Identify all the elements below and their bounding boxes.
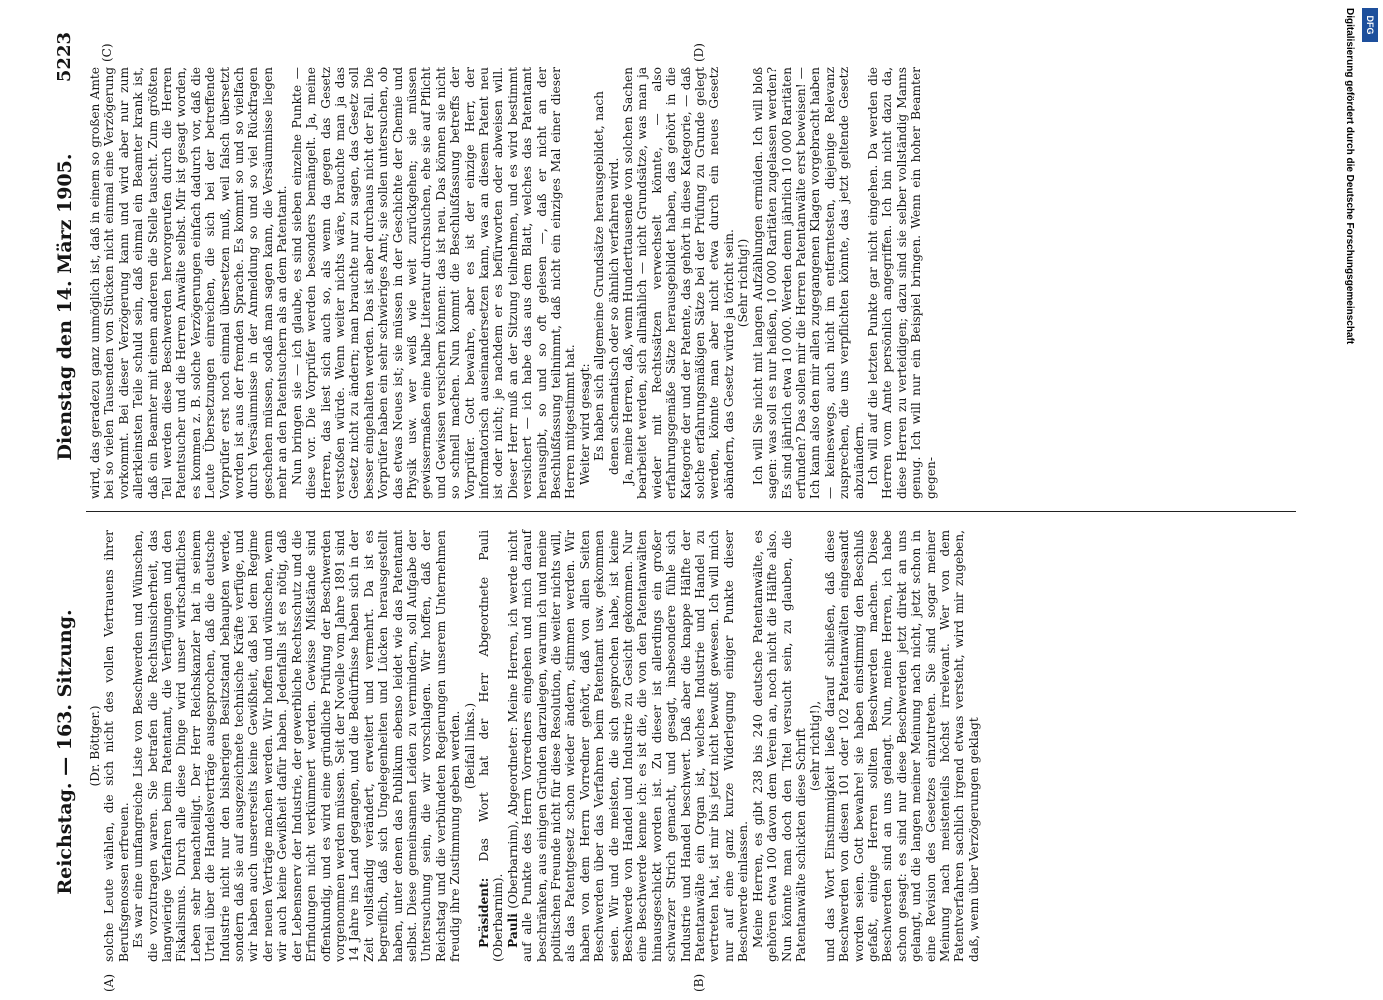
margin-marker-d: (D) [692,43,706,62]
paragraph: Nun bringen sie — ich glaube, es sind sieben einzelne Punkte — diese vor. Die Vorprüfer werden besonders bemängelt. Ja, meine Herren, das liest sich auch so, als wenn da gegen das Gesetz verstoßen würde. Wenn weiter nichts wäre, brauchte man ja das Gesetz nicht zu ändern; man brauchte nur zu sagen, das Gesetz soll besser eingehalten werden. Das ist aber durchaus nicht der Fall. Die Vorprüfer haben ein sehr schwieriges Amt; sie sollen untersuchen, ob das etwas Neues ist; sie müssen in der Geschichte der Chemie und Physik usw. wer weiß wie weit zurückgehen; sie müssen gewissermaßen eine halbe Literatur durchsuchen, ehe sie auf Pflicht und Gewissen versichern können: das ist neu. Das können sie nicht so schnell machen. Nun kommt die Beschlußfassung betreffs der Vorprüfer. Gott bewahre, aber es ist der einzige Herr, der informatorisch auseinandersetzen kann, was an diesem Patent neu ist oder nicht; je nachdem er es befürworten oder abweisen will. Dieser Herr muß an der Sitzung teilnehmen, und es wird bestimmt versichert — ich habe das aus dem Blatt, welches das Patentamt herausgibt, so und so oft gelesen —, daß er nicht an der Beschlußfassung teilnimmt, daß nicht ein einziges Mal einer dieser Herren mitgestimmt hat. [289,67,578,499]
margin-marker-b: (B) [692,973,706,992]
speaker-text: (Oberbarnim), Abgeordneter: Meine Herren, ich werde nicht auf alle Punkte des Herrn Vorredners eingehen und mich darauf beschränken, aus einigen Gründen darzulegen, warum ich und meine politischen Freunde nicht für diese Resolution, die weiter nichts will, als das Patentgesetz schon wieder ändern, stimmen werden. Wir haben von dem Herrn Vorredner gehört, daß von allen Seiten Beschwerden über das Verfahren beim Patentamt usw. gekommen seien. Wir und die meisten, die sich gesprochen habe, ist keine Beschwerde von Handel und Industrie zu Gesicht gekommen. Nur eine Beschwerde kenne ich: es ist die, die von den Patentanwälten hinausgeschickt worden ist. Zu dieser ist allerdings ein großer schwarzer Strich gemacht, und gesagt, insbesondere fühle sich Industrie und Handel beschwert. Daß aber die knappe Hälfte der Patentanwälte ein Organ ist, welches Industrie und Handel zu vertreten hat, ist mir bis jetzt nicht bewußt gewesen. Ich will mich nur auf eine ganz kurze Widerlegung einiger Punkte dieser Beschwerde einlassen. [505,530,751,962]
paragraph: Ich will auf die letzten Punkte gar nicht eingehen. Da werden die Herren vom Amte persönlich angegriffen. Ich bin nicht dazu da, diese Herren zu verteidigen; dazu sind sie selber vollständig Manns genug. Ich will nur ein Beispiel bringen. Wenn ein hoher Beamter gegen- [865,67,938,499]
column-divider [86,511,1296,512]
paragraph: Ich will Sie nicht mit langen Aufzählungen ermüden. Ich will bloß sagen: was soll es nur heißen, 10 000 Raritäten zugelassen werden? Es sind jährlich etwa 10 000. Werden denn jährlich 10 000 Raritäten erfunden? Das sollen mir die Herren Patentanwälte erst beweisen! — Ich kann also den mir allen zugegangenen Klagen vorgebracht haben — keineswegs, auch nicht im entferntesten, diejenige Relevanz zusprechen, die uns verpflichten könnte, das jetzt geltende Gesetz abzuändern. [750,67,866,499]
dfg-logo-text: DFG [1365,15,1375,35]
speaker-text: Das Wort hat der Herr Abgeordnete Pauli (Oberbarnim). [476,530,506,962]
paragraph: wird, das geradezu ganz unmöglich ist, daß in einem so großen Amte bei so vielen Tausenden von Stücken nicht einmal eine Verzögerung vorkommt. Bei dieser Verzögerung kann und wird aber nur zum allerkleinsten Teile schuld sein, daß einmal ein Beamter krank ist, daß ein Beamter mit einem anderen die Stelle tauscht. Zum größten Teil werden diese Beschwerden hervorgerufen durch die Herren Patentsucher und die Herren Anwälte selbst. Mir ist gesagt worden, es kommen z. B. solche Verzögerungen einfach dadurch vor, daß die Leute Übersetzungen einreichen, die sich bei der betreffende Vorprüfer erst noch einmal übersetzen muß, weil falsch übersetzt worden ist aus der fremden Sprache. Es kommt so und so vielfach durch Versäumnisse in der Anmeldung so und so viel Rückfragen geschehen müssen, sodaß man sagen kann, die Versäumnisse liegen mehr an den Patentsuchern als an dem Patentamt. [88,67,290,499]
running-head: (Dr. Böttger.) [88,705,102,787]
paragraph: und das Wort Einstimmigkeit ließe darauf schließen, daß diese Beschwerden von diesen 101 oder 102 Patentanwälten eingesandt worden seien. Gott bewahre! sie haben einstimmig den Beschluß gefaßt, einige Herren sollten Beschwerden machen. Diese Beschwerden sind an uns gelangt. Nun, meine Herren, ich habe schon gesagt: es sind nur diese Beschwerden jetzt direkt an uns gelangt, und die langen meiner Meinung nach nicht, jetzt schon in eine Revision des Gesetzes einzutreten. Sie sind sogar meiner Meinung nach meistenteils höchst irrelevant. Wer von dem Patentverfahren sachlich irgend etwas versteht, wird mir zugeben, daß, wenn über Verzögerungen geklagt [822,530,981,962]
speaker-paragraph [477,530,506,962]
digitization-note [1342,8,1360,993]
speaker-label: Präsident: [476,877,491,948]
speaker-paragraph [506,530,751,962]
margin-marker-a: (A) [102,973,116,992]
interjection: (Sehr richtig!) [736,238,751,328]
rotated-page [52,32,1302,992]
header-right-title: Dienstag den 14. März 1905. [54,153,76,461]
paragraph: Ja, meine Herren, daß, wenn Hunderttausende von solchen Sachen bearbeitet werden, sich allmählich — nicht Grundsätze, was man ja wieder mit Rechtssätzen verwechselt könnte, — also erfahrungsgemäße Sätze herausgebildet haben, das gehört in die Kategorie der und der Patente, das gehört in diese Kategorie, — daß solche erfahrungsmäßigen Sätze bei der Prüfung zu Grunde gelegt werden, könnte man aber nicht etwa durch ein neues Gesetz abändern, das Gesetz würde ja töricht sein. [621,67,736,499]
paragraph: Weiter wird gesagt: [577,363,592,485]
margin-marker-c: (C) [100,43,114,62]
paragraph: Es war eine umfangreiche Liste von Beschwerden und Wünschen, die vorzutragen waren. Sie betrafen die Rechtsunsicherheit, das langwierige Verfahren beim Patentamt, die Verfügungen und den Fiskalismus. Durch alle diese Dinge wird unser wirtschaftliches Leben sehr benachteiligt. Der Herr Reichskanzler hat in seinem Urteil über die Handelsverträge ausgesprochen, daß die deutsche Industrie nicht nur den bisherigen Besitzstand behaupten werde, sondern daß sie auf ausgezeichnete technische Kräfte verfüge, und wir haben auch unsererseits keine Gewißheit, daß bei dem Regime der neuen Verträge machen werden. Wir hoffen und wünschen, wenn wir auch keine Gewißheit dafür haben. Jedenfalls ist es nötig, daß der Lebensnerv der Industrie, der gewerbliche Rechtsschutz und die Erfindungen nicht verkümmert werden. Gewisse Mißstände sind offenkundig, und es wird eine gründliche Prüfung der Beschwerden vorgenommen werden müssen. Seit der Novelle vom Jahre 1891 sind 14 Jahre ins Land gegangen, und die Bedürfnisse haben sich in der Zeit vollständig verändert, erweitert und vermehrt. Da ist es begreiflich, daß sich Ungelegenheiten und Lücken herausgestellt haben, unter denen das Publikum ebenso leidet wie das Patentamt selbst. Diese gemeinsamen Leiden zu vermindern, soll Aufgabe der Untersuchung sein, die wir vorschlagen. Wir hoffen, daß der Reichstag und die verbündeten Regierungen unserem Unternehmen freudig ihre Zustimmung geben werden. [131,530,463,962]
left-column [88,530,981,962]
paragraph: solche Leute wählen, die sich nicht des vollen Vertrauens ihrer Berufsgenossen erfreuen. [102,530,131,962]
dfg-logo [1362,8,1378,42]
applause-note: (Beifall links.) [462,702,477,790]
speaker-label: Pauli [505,913,520,948]
page-number: 5223 [54,32,75,83]
header-left-title: Reichstag. — 163. Sitzung. [54,609,76,895]
interjection: (sehr richtig!), [808,700,823,792]
right-column [88,67,938,499]
digitization-note-text: Digitalisierung gefördert durch die Deutsche Forschungsgemeinschaft [1344,8,1355,345]
block-quote: Es haben sich allgemeine Grundsätze herausgebildet, nach denen schematisch oder so ähnlich verfahren wird. [592,91,621,475]
paragraph: Meine Herren, es gibt 238 bis 240 deutsche Patentanwälte, es gehören etwa 100 davon dem Verein an, noch nicht die Hälfte also. Nun könnte man doch den Titel versucht sein, zu glauben, die Patentanwälte schickten diese Schrift [750,530,808,962]
page-header [52,32,80,962]
